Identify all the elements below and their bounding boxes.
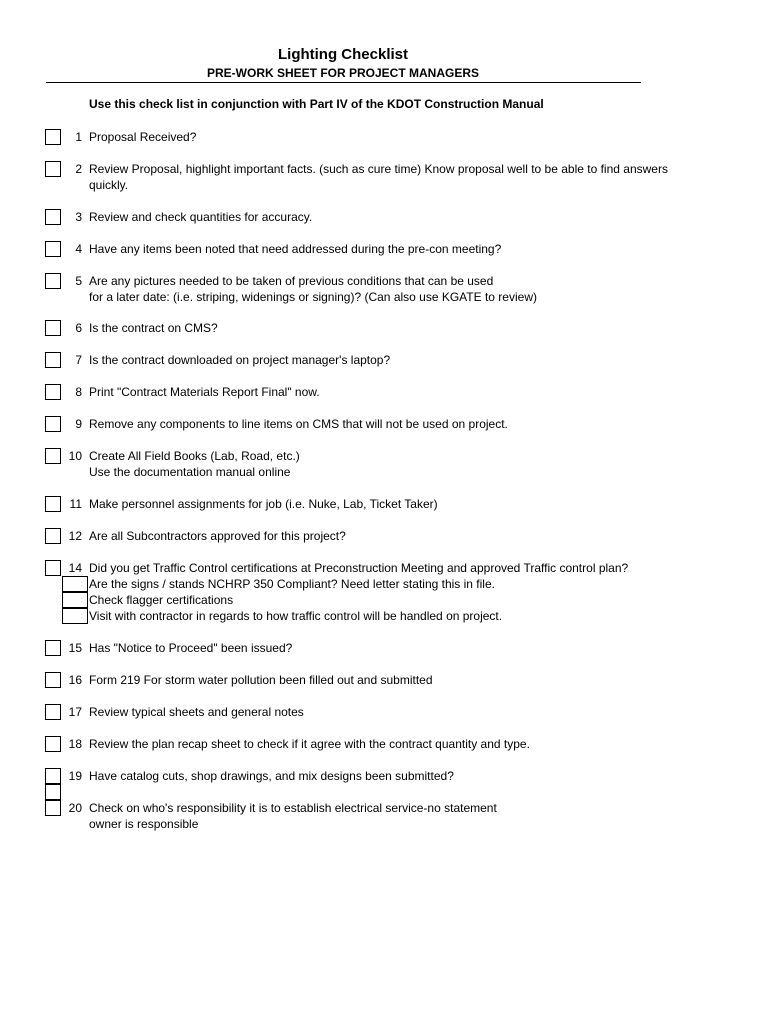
item-text: Did you get Traffic Control certifications at Preconstruction Meeting and approved Traffic control plan? <box>89 561 629 575</box>
checkbox[interactable] <box>45 736 61 752</box>
item-text: Is the contract on CMS? <box>89 321 218 335</box>
sub-checkbox[interactable] <box>62 608 88 624</box>
sub-item-text: Visit with contractor in regards to how traffic control will be handled on project. <box>89 609 503 623</box>
checkbox[interactable] <box>45 241 61 257</box>
item-text: Are all Subcontractors approved for this project? <box>89 529 346 543</box>
page-subtitle: PRE-WORK SHEET FOR PROJECT MANAGERS <box>206 66 479 80</box>
item-text: Have any items been noted that need addressed during the pre-con meeting? <box>89 242 502 256</box>
checkbox[interactable] <box>45 273 61 289</box>
item-number: 12 <box>68 529 82 543</box>
checkbox[interactable] <box>45 161 61 177</box>
item-number: 2 <box>75 162 82 176</box>
sub-checkbox[interactable] <box>62 592 88 608</box>
checkbox[interactable] <box>45 129 61 145</box>
item-number: 17 <box>68 705 82 719</box>
item-text: Make personnel assignments for job (i.e. Nuke, Lab, Ticket Taker) <box>89 497 438 511</box>
checkbox[interactable] <box>45 528 61 544</box>
sub-item-text: Check flagger certifications <box>89 593 234 607</box>
item-text: Review Proposal, highlight important facts. (such as cure time) Know proposal well to be able to find answers <box>89 162 668 176</box>
item-number: 8 <box>75 385 82 399</box>
item-number: 7 <box>75 353 82 367</box>
checkbox[interactable] <box>45 384 61 400</box>
item-text: Review and check quantities for accuracy. <box>89 210 313 224</box>
item-number: 3 <box>75 210 82 224</box>
item-text: Print "Contract Materials Report Final" now. <box>89 385 320 399</box>
sub-checkbox[interactable] <box>62 576 88 592</box>
item-number: 14 <box>68 561 82 575</box>
item-number: 5 <box>75 274 82 288</box>
item-number: 9 <box>75 417 82 431</box>
item-number: 16 <box>68 673 82 687</box>
item-text: Is the contract downloaded on project manager's laptop? <box>89 353 391 367</box>
item-text: Proposal Received? <box>89 130 197 144</box>
item-number: 20 <box>68 801 82 815</box>
checkbox-extra[interactable] <box>45 784 61 800</box>
item-text: Form 219 For storm water pollution been filled out and submitted <box>89 673 433 687</box>
item-number: 4 <box>75 242 82 256</box>
checkbox[interactable] <box>45 640 61 656</box>
item-number: 6 <box>75 321 82 335</box>
checkbox[interactable] <box>45 560 61 576</box>
item-text: Are any pictures needed to be taken of previous conditions that can be used <box>89 274 494 288</box>
page-title: Lighting Checklist <box>277 46 408 63</box>
checkbox[interactable] <box>45 672 61 688</box>
checkbox[interactable] <box>45 800 61 816</box>
header-divider <box>46 82 641 83</box>
checkbox[interactable] <box>45 448 61 464</box>
checkbox[interactable] <box>45 768 61 784</box>
checkbox[interactable] <box>45 496 61 512</box>
intro-instructions: Use this check list in conjunction with Part IV of the KDOT Construction Manual <box>89 97 544 111</box>
item-number: 10 <box>68 449 82 463</box>
item-text: Has "Notice to Proceed" been issued? <box>89 641 293 655</box>
item-text: Create All Field Books (Lab, Road, etc.) <box>89 449 300 463</box>
item-number: 19 <box>68 769 82 783</box>
item-number: 11 <box>69 497 82 511</box>
checkbox[interactable] <box>45 209 61 225</box>
checkbox[interactable] <box>45 352 61 368</box>
item-text: for a later date: (i.e. striping, widenings or signing)? (Can also use KGATE to review) <box>89 290 537 304</box>
checkbox[interactable] <box>45 416 61 432</box>
item-number: 1 <box>75 130 82 144</box>
item-text: Remove any components to line items on CMS that will not be used on project. <box>89 417 508 431</box>
item-text: Use the documentation manual online <box>89 465 291 479</box>
item-text: Review typical sheets and general notes <box>89 705 304 719</box>
sub-item-text: Are the signs / stands NCHRP 350 Compliant? Need letter stating this in file. <box>89 577 495 591</box>
item-text: owner is responsible <box>89 817 199 831</box>
item-text: Review the plan recap sheet to check if it agree with the contract quantity and type. <box>89 737 530 751</box>
item-text: Check on who's responsibility it is to establish electrical service-no statement <box>89 801 497 815</box>
checkbox[interactable] <box>45 320 61 336</box>
item-text: Have catalog cuts, shop drawings, and mix designs been submitted? <box>89 769 454 783</box>
item-text: quickly. <box>89 178 129 192</box>
checkbox[interactable] <box>45 704 61 720</box>
item-number: 15 <box>68 641 82 655</box>
item-number: 18 <box>68 737 82 751</box>
